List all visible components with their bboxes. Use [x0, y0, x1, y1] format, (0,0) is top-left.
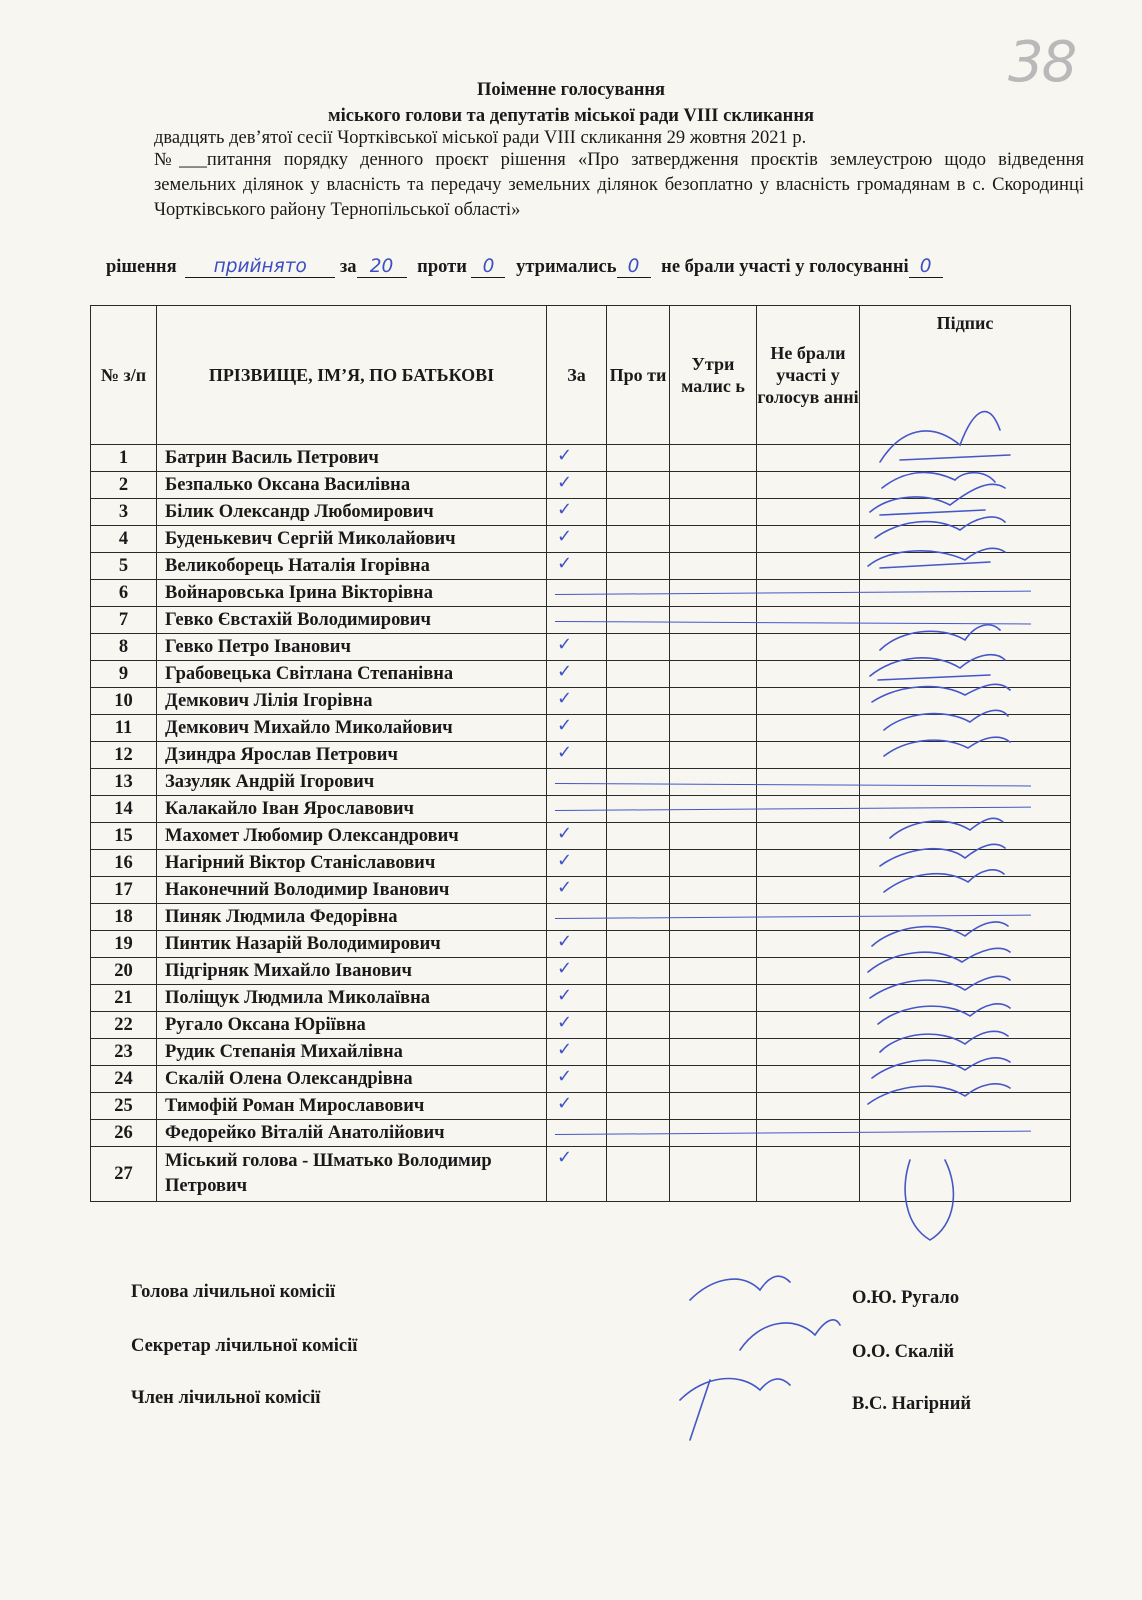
- table-row: [91, 553, 1071, 580]
- vote-cell-ne-braly: [757, 1093, 860, 1120]
- vote-cell-za: [547, 1093, 607, 1120]
- check-mark-icon: ✓: [557, 985, 573, 1006]
- row-number: 18: [91, 904, 157, 931]
- signature-cell: [860, 607, 1071, 634]
- check-mark-icon: ✓: [557, 1039, 573, 1060]
- signature-cell: [860, 1120, 1071, 1147]
- row-number: 9: [91, 661, 157, 688]
- signature-cell: [860, 985, 1071, 1012]
- header-num: № з/п: [91, 306, 157, 445]
- deputy-name: Дзиндра Ярослав Петрович: [157, 742, 547, 769]
- vote-cell-utrymalys: [670, 472, 757, 499]
- deputy-name: Гевко Петро Іванович: [157, 634, 547, 661]
- header-name: ПРІЗВИЩЕ, ІМ’Я, ПО БАТЬКОВІ: [157, 306, 547, 445]
- vote-cell-za: [547, 607, 607, 634]
- deputy-name: Грабовецька Світлана Степанівна: [157, 661, 547, 688]
- row-number: 8: [91, 634, 157, 661]
- deputy-name: Пинтик Назарій Володимирович: [157, 931, 547, 958]
- deputy-name: Скалій Олена Олександрівна: [157, 1066, 547, 1093]
- vote-cell-utrymalys: [670, 607, 757, 634]
- commission-secretary-role: Секретар лічильної комісії: [131, 1336, 358, 1356]
- check-mark-icon: ✓: [557, 931, 573, 952]
- row-number: 6: [91, 580, 157, 607]
- vote-cell-za: [547, 985, 607, 1012]
- table-row: [91, 715, 1071, 742]
- vote-cell-proty: [607, 742, 670, 769]
- vote-cell-utrymalys: [670, 499, 757, 526]
- vote-cell-ne-braly: [757, 850, 860, 877]
- vote-cell-utrymalys: [670, 823, 757, 850]
- vote-cell-utrymalys: [670, 1066, 757, 1093]
- vote-cell-proty: [607, 526, 670, 553]
- vote-cell-proty: [607, 1147, 670, 1202]
- check-mark-icon: ✓: [557, 445, 573, 466]
- table-row: [91, 526, 1071, 553]
- check-mark-icon: ✓: [557, 661, 573, 682]
- vote-cell-za: [547, 769, 607, 796]
- check-mark-icon: ✓: [557, 958, 573, 979]
- vote-cell-ne-braly: [757, 1039, 860, 1066]
- deputy-name: Великоборець Наталія Ігорівна: [157, 553, 547, 580]
- row-number: 4: [91, 526, 157, 553]
- header-signature: Підпис: [860, 306, 1071, 445]
- vote-cell-utrymalys: [670, 742, 757, 769]
- proty-value: 0: [471, 256, 505, 278]
- vote-cell-za: [547, 1147, 607, 1202]
- vote-cell-ne-braly: [757, 499, 860, 526]
- deputy-name: Зазуляк Андрій Ігорович: [157, 769, 547, 796]
- decision-line: [106, 256, 1096, 278]
- vote-cell-utrymalys: [670, 958, 757, 985]
- vote-cell-proty: [607, 661, 670, 688]
- ne-braly-label: не брали участі у голосуванні: [661, 257, 909, 277]
- deputy-name: Нагірний Віктор Станіславович: [157, 850, 547, 877]
- signature-cell: [860, 445, 1071, 472]
- deputy-name: Пиняк Людмила Федорівна: [157, 904, 547, 931]
- vote-cell-za: [547, 661, 607, 688]
- deputy-name: Демкович Лілія Ігорівна: [157, 688, 547, 715]
- signature-cell: [860, 688, 1071, 715]
- deputy-name: Гевко Євстахій Володимирович: [157, 607, 547, 634]
- row-number: 10: [91, 688, 157, 715]
- vote-cell-ne-braly: [757, 1147, 860, 1202]
- signature-cell: [860, 553, 1071, 580]
- vote-cell-proty: [607, 877, 670, 904]
- deputy-name: Поліщук Людмила Миколаївна: [157, 985, 547, 1012]
- vote-cell-proty: [607, 823, 670, 850]
- voting-table: [90, 305, 1071, 1202]
- vote-cell-za: [547, 688, 607, 715]
- deputy-name: Махомет Любомир Олександрович: [157, 823, 547, 850]
- deputy-name: Ругало Оксана Юріївна: [157, 1012, 547, 1039]
- table-row: [91, 985, 1071, 1012]
- check-mark-icon: ✓: [557, 1093, 573, 1114]
- vote-cell-za: [547, 742, 607, 769]
- decision-label: рішення: [106, 257, 177, 277]
- vote-cell-proty: [607, 1093, 670, 1120]
- signature-cell: [860, 1093, 1071, 1120]
- check-mark-icon: ✓: [557, 742, 573, 763]
- vote-cell-utrymalys: [670, 931, 757, 958]
- table-row: [91, 1039, 1071, 1066]
- signature-commission-member: [680, 1379, 790, 1440]
- utrymalys-value: 0: [617, 256, 651, 278]
- row-number: 1: [91, 445, 157, 472]
- table-row: [91, 1066, 1071, 1093]
- signature-cell: [860, 877, 1071, 904]
- vote-cell-za: [547, 634, 607, 661]
- row-number: 2: [91, 472, 157, 499]
- signature-cell: [860, 1039, 1071, 1066]
- vote-cell-proty: [607, 958, 670, 985]
- vote-cell-za: [547, 1039, 607, 1066]
- row-number: 23: [91, 1039, 157, 1066]
- commission-head-name: О.Ю. Ругало: [852, 1288, 960, 1308]
- vote-cell-utrymalys: [670, 985, 757, 1012]
- proty-label: проти: [417, 257, 467, 277]
- table-row: [91, 877, 1071, 904]
- vote-cell-utrymalys: [670, 1093, 757, 1120]
- table-row: [91, 958, 1071, 985]
- table-row: [91, 769, 1071, 796]
- vote-cell-ne-braly: [757, 1012, 860, 1039]
- table-row: [91, 850, 1071, 877]
- deputy-name: Міський голова - Шматько Володимир Петрович: [157, 1147, 547, 1202]
- vote-cell-za: [547, 931, 607, 958]
- signature-cell: [860, 715, 1071, 742]
- signature-cell: [860, 904, 1071, 931]
- ne-braly-value: 0: [909, 256, 943, 278]
- signature-cell: [860, 661, 1071, 688]
- vote-cell-proty: [607, 985, 670, 1012]
- check-mark-icon: ✓: [557, 472, 573, 493]
- row-number: 3: [91, 499, 157, 526]
- check-mark-icon: ✓: [557, 1066, 573, 1087]
- vote-cell-utrymalys: [670, 445, 757, 472]
- row-number: 16: [91, 850, 157, 877]
- signature-cell: [860, 931, 1071, 958]
- vote-cell-proty: [607, 931, 670, 958]
- row-number: 22: [91, 1012, 157, 1039]
- signature-commission-head: [690, 1276, 790, 1300]
- voting-table-body: [91, 445, 1071, 1202]
- row-number: 25: [91, 1093, 157, 1120]
- vote-cell-za: [547, 958, 607, 985]
- deputy-name: Буденькевич Сергій Миколайович: [157, 526, 547, 553]
- vote-cell-za: [547, 715, 607, 742]
- check-mark-icon: ✓: [557, 688, 573, 709]
- vote-cell-proty: [607, 1012, 670, 1039]
- session-line: двадцять дев’ятої сесії Чортківської міської ради VIII скликання 29 жовтня 2021 р.: [154, 128, 807, 148]
- vote-cell-proty: [607, 553, 670, 580]
- vote-cell-utrymalys: [670, 553, 757, 580]
- vote-cell-utrymalys: [670, 526, 757, 553]
- signature-cell: [860, 526, 1071, 553]
- table-row: [91, 823, 1071, 850]
- table-row: [91, 634, 1071, 661]
- check-mark-icon: ✓: [557, 1147, 573, 1168]
- vote-cell-utrymalys: [670, 1012, 757, 1039]
- row-number: 13: [91, 769, 157, 796]
- vote-cell-proty: [607, 850, 670, 877]
- commission-head-role: Голова лічильної комісії: [131, 1282, 336, 1302]
- deputy-name: Войнаровська Ірина Вікторівна: [157, 580, 547, 607]
- vote-cell-proty: [607, 634, 670, 661]
- vote-cell-ne-braly: [757, 607, 860, 634]
- vote-cell-utrymalys: [670, 715, 757, 742]
- row-number: 14: [91, 796, 157, 823]
- vote-cell-proty: [607, 607, 670, 634]
- vote-cell-proty: [607, 1039, 670, 1066]
- deputy-name: Безпалько Оксана Василівна: [157, 472, 547, 499]
- signature-cell: [860, 742, 1071, 769]
- row-number: 19: [91, 931, 157, 958]
- signature-cell: [860, 472, 1071, 499]
- decision-result: прийнято: [185, 256, 335, 278]
- signature-cell: [860, 850, 1071, 877]
- deputy-name: Тимофій Роман Мирославович: [157, 1093, 547, 1120]
- table-row: [91, 445, 1071, 472]
- vote-cell-ne-braly: [757, 742, 860, 769]
- table-row: [91, 742, 1071, 769]
- deputy-name: Демкович Михайло Миколайович: [157, 715, 547, 742]
- vote-cell-ne-braly: [757, 688, 860, 715]
- row-number: 12: [91, 742, 157, 769]
- vote-cell-ne-braly: [757, 931, 860, 958]
- check-mark-icon: ✓: [557, 634, 573, 655]
- vote-cell-ne-braly: [757, 823, 860, 850]
- deputy-name: Наконечний Володимир Іванович: [157, 877, 547, 904]
- table-row: [91, 1093, 1071, 1120]
- za-value: 20: [357, 256, 407, 278]
- check-mark-icon: ✓: [557, 1012, 573, 1033]
- header-ne-braly: Не брали участі у голосув анні: [757, 306, 860, 445]
- header-utrymalys: Утри малис ь: [670, 306, 757, 445]
- check-mark-icon: ✓: [557, 526, 573, 547]
- table-row: [91, 931, 1071, 958]
- row-number: 24: [91, 1066, 157, 1093]
- vote-cell-utrymalys: [670, 769, 757, 796]
- signature-cell: [860, 634, 1071, 661]
- check-mark-icon: ✓: [557, 850, 573, 871]
- deputy-name: Підгірняк Михайло Іванович: [157, 958, 547, 985]
- deputy-name: Батрин Василь Петрович: [157, 445, 547, 472]
- check-mark-icon: ✓: [557, 715, 573, 736]
- row-number: 17: [91, 877, 157, 904]
- table-row: [91, 607, 1071, 634]
- vote-cell-utrymalys: [670, 688, 757, 715]
- vote-cell-proty: [607, 472, 670, 499]
- vote-cell-ne-braly: [757, 769, 860, 796]
- vote-cell-proty: [607, 499, 670, 526]
- vote-cell-ne-braly: [757, 445, 860, 472]
- row-number: 27: [91, 1147, 157, 1202]
- vote-cell-utrymalys: [670, 634, 757, 661]
- vote-cell-za: [547, 823, 607, 850]
- signature-cell: [860, 1147, 1071, 1202]
- vote-cell-za: [547, 526, 607, 553]
- za-label: за: [339, 257, 357, 277]
- vote-cell-utrymalys: [670, 661, 757, 688]
- vote-cell-za: [547, 850, 607, 877]
- vote-cell-za: [547, 553, 607, 580]
- table-row: [91, 1012, 1071, 1039]
- vote-cell-ne-braly: [757, 985, 860, 1012]
- row-number: 7: [91, 607, 157, 634]
- vote-cell-utrymalys: [670, 1147, 757, 1202]
- utrymalys-label: утримались: [516, 257, 617, 277]
- deputy-name: Калакайло Іван Ярославович: [157, 796, 547, 823]
- row-number: 20: [91, 958, 157, 985]
- signature-cell: [860, 580, 1071, 607]
- signature-cell: [860, 958, 1071, 985]
- vote-cell-proty: [607, 688, 670, 715]
- vote-cell-ne-braly: [757, 553, 860, 580]
- vote-cell-ne-braly: [757, 526, 860, 553]
- deputy-name: Білик Олександр Любомирович: [157, 499, 547, 526]
- vote-cell-ne-braly: [757, 958, 860, 985]
- signature-cell: [860, 499, 1071, 526]
- vote-cell-proty: [607, 715, 670, 742]
- check-mark-icon: ✓: [557, 877, 573, 898]
- vote-cell-utrymalys: [670, 877, 757, 904]
- table-row: [91, 499, 1071, 526]
- table-row: [91, 688, 1071, 715]
- deputy-name: Федорейко Віталій Анатолійович: [157, 1120, 547, 1147]
- signature-cell: [860, 796, 1071, 823]
- row-number: 11: [91, 715, 157, 742]
- vote-cell-proty: [607, 769, 670, 796]
- vote-cell-utrymalys: [670, 1039, 757, 1066]
- vote-cell-ne-braly: [757, 634, 860, 661]
- commission-member-role: Член лічильної комісії: [131, 1388, 321, 1408]
- row-number: 5: [91, 553, 157, 580]
- check-mark-icon: ✓: [557, 499, 573, 520]
- vote-cell-ne-braly: [757, 715, 860, 742]
- vote-cell-proty: [607, 1066, 670, 1093]
- table-row: [91, 472, 1071, 499]
- page-number: 38: [1008, 30, 1076, 95]
- signature-cell: [860, 1066, 1071, 1093]
- check-mark-icon: ✓: [557, 823, 573, 844]
- signature-cell: [860, 1012, 1071, 1039]
- vote-cell-ne-braly: [757, 472, 860, 499]
- agenda-text: №___питання порядку денного проєкт рішення «Про затвердження проєктів землеустрою щодо відведення земельних ділянок у власність та передачу земельних ділянок безоплатно у власність громадянам в с. Скородинці Чортківського району Тернопільської області»: [154, 150, 1084, 220]
- vote-cell-ne-braly: [757, 1066, 860, 1093]
- table-header-row: [91, 306, 1071, 445]
- table-row: [91, 661, 1071, 688]
- commission-secretary-name: О.О. Скалій: [852, 1342, 954, 1362]
- vote-cell-ne-braly: [757, 877, 860, 904]
- check-mark-icon: ✓: [557, 553, 573, 574]
- row-number: 15: [91, 823, 157, 850]
- row-number: 21: [91, 985, 157, 1012]
- signature-cell: [860, 769, 1071, 796]
- document-subtitle: міського голови та депутатів міської ради VIII скликання: [328, 106, 814, 126]
- header-za: За: [547, 306, 607, 445]
- vote-cell-ne-braly: [757, 661, 860, 688]
- vote-cell-za: [547, 1066, 607, 1093]
- commission-member-name: В.С. Нагірний: [852, 1394, 972, 1414]
- vote-cell-proty: [607, 445, 670, 472]
- table-row: [91, 1147, 1071, 1202]
- deputy-name: Рудик Степанія Михайлівна: [157, 1039, 547, 1066]
- document-title: Поіменне голосування: [476, 80, 666, 100]
- vote-cell-za: [547, 1012, 607, 1039]
- vote-cell-za: [547, 877, 607, 904]
- header-proty: Про ти: [607, 306, 670, 445]
- vote-cell-za: [547, 499, 607, 526]
- vote-cell-za: [547, 472, 607, 499]
- signature-cell: [860, 823, 1071, 850]
- vote-cell-za: [547, 445, 607, 472]
- signature-commission-secretary: [740, 1320, 840, 1350]
- vote-cell-utrymalys: [670, 850, 757, 877]
- row-number: 26: [91, 1120, 157, 1147]
